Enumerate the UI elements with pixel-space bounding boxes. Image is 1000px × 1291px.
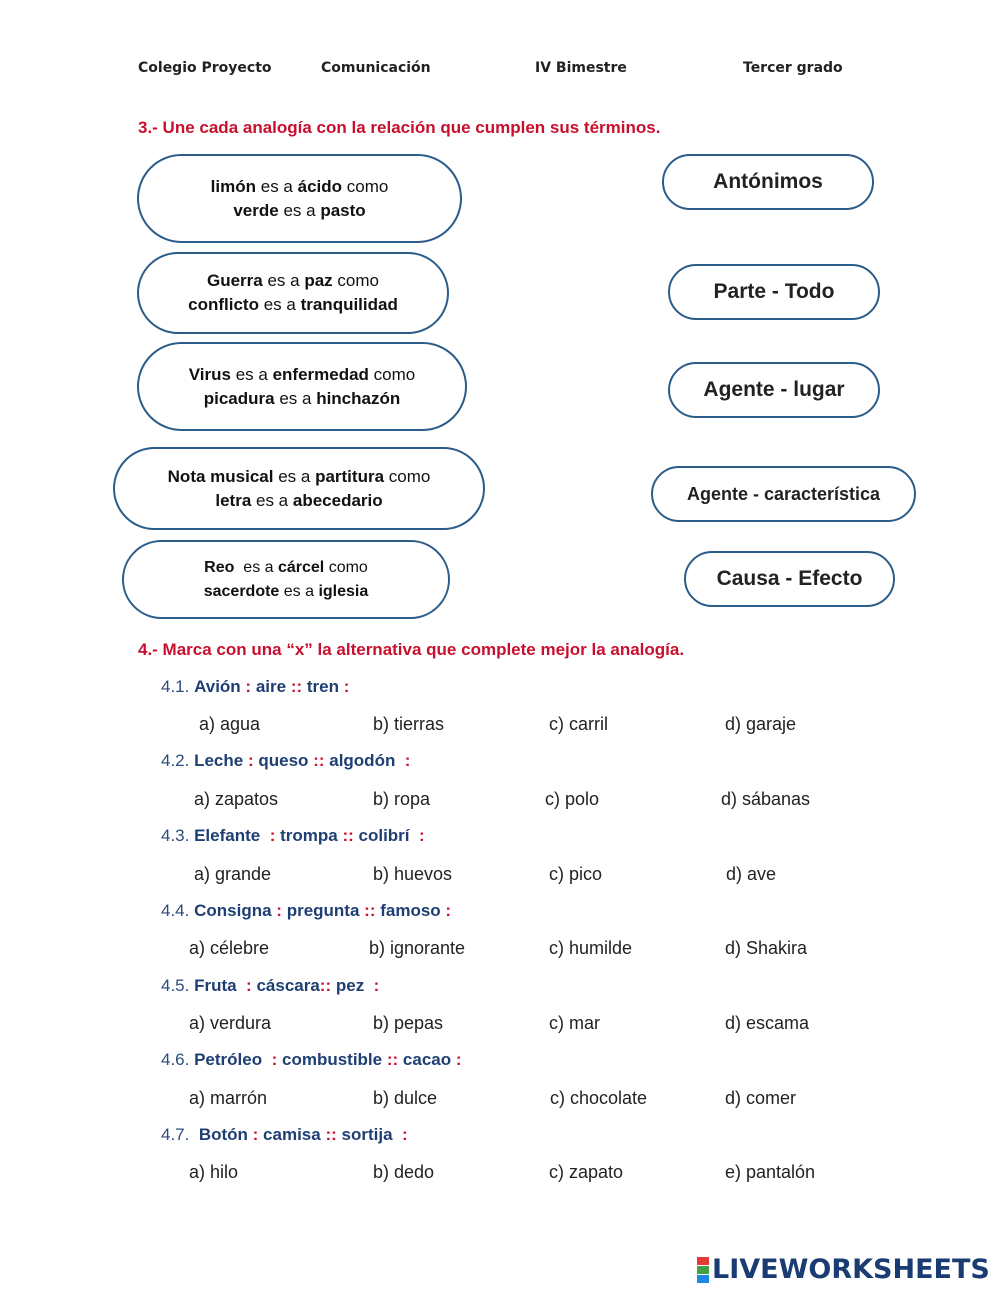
question-4-7: 4.7. Botón : camisa :: sortija : xyxy=(161,1125,408,1144)
option-4-7-b[interactable]: b) dedo xyxy=(373,1162,435,1182)
grade-label: Tercer grado xyxy=(743,60,843,76)
option-4-6-b[interactable]: b) dulce xyxy=(373,1088,438,1108)
option-4-5-c[interactable]: c) mar xyxy=(549,1013,600,1033)
analogy-line-1: limón es a ácido como xyxy=(210,176,389,196)
relation-parte-todo[interactable]: Parte - Todo xyxy=(668,264,880,320)
analogy-line-2: verde es a pasto xyxy=(233,200,366,220)
analogy-line-1: Guerra es a paz como xyxy=(207,271,379,290)
option-4-3-a[interactable]: a) grande xyxy=(194,864,272,884)
question-4-4: 4.4. Consigna : pregunta :: famoso : xyxy=(161,901,452,920)
section4-title: 4.- Marca con una “x” la alternativa que complete mejor la analogía. xyxy=(138,640,685,659)
option-4-1-d[interactable]: d) garaje xyxy=(725,714,797,734)
option-4-4-a[interactable]: a) célebre xyxy=(189,938,270,958)
analogy-line-2: picadura es a hinchazón xyxy=(203,388,401,408)
relation-agente-caracteristica[interactable]: Agente - característica xyxy=(651,466,916,522)
option-4-3-b[interactable]: b) huevos xyxy=(373,864,453,884)
analogy-line-1: Virus es a enfermedad como xyxy=(188,364,416,384)
option-4-2-d[interactable]: d) sábanas xyxy=(721,789,811,809)
analogy-oval-3[interactable] xyxy=(137,342,467,431)
relation-causa-efecto[interactable]: Causa - Efecto xyxy=(684,551,895,607)
option-4-2-a[interactable]: a) zapatos xyxy=(194,789,279,809)
option-4-1-b[interactable]: b) tierras xyxy=(373,714,445,734)
option-4-4-c[interactable]: c) humilde xyxy=(549,938,633,958)
option-4-7-c[interactable]: c) zapato xyxy=(549,1162,624,1182)
option-4-6-c[interactable]: c) chocolate xyxy=(550,1088,648,1108)
school-name: Colegio Proyecto xyxy=(138,60,272,76)
option-4-5-d[interactable]: d) escama xyxy=(725,1013,810,1033)
option-4-3-d[interactable]: d) ave xyxy=(726,864,777,884)
analogy-oval-4[interactable] xyxy=(113,447,485,530)
analogy-oval-1[interactable] xyxy=(137,154,462,243)
question-4-5: 4.5. Fruta : cáscara:: pez : xyxy=(161,976,380,995)
option-4-6-a[interactable]: a) marrón xyxy=(189,1088,268,1108)
question-4-1: 4.1. Avión : aire :: tren : xyxy=(161,677,350,696)
option-4-5-a[interactable]: a) verdura xyxy=(189,1013,272,1033)
option-4-2-c[interactable]: c) polo xyxy=(545,789,600,809)
question-4-2: 4.2. Leche : queso :: algodón : xyxy=(161,751,411,770)
option-4-7-e[interactable]: e) pantalón xyxy=(725,1162,816,1182)
option-4-4-b[interactable]: b) ignorante xyxy=(369,938,466,958)
analogy-line-1: Reo es a cárcel como xyxy=(204,558,368,576)
question-4-3: 4.3. Elefante : trompa :: colibrí : xyxy=(161,826,425,845)
option-4-4-d[interactable]: d) Shakira xyxy=(725,938,808,958)
analogy-line-2: sacerdote es a iglesia xyxy=(203,582,369,600)
section3-title: 3.- Une cada analogía con la relación que cumplen sus términos. xyxy=(138,118,661,137)
analogy-oval-2[interactable] xyxy=(137,252,449,334)
analogy-oval-5[interactable] xyxy=(122,540,450,619)
option-4-3-c[interactable]: c) pico xyxy=(549,864,603,884)
analogy-line-1: Nota musical es a partitura como xyxy=(167,466,431,486)
logo-mark-icon xyxy=(697,1257,709,1283)
analogy-line-2: conflicto es a tranquilidad xyxy=(188,295,398,314)
option-4-1-c[interactable]: c) carril xyxy=(549,714,608,734)
option-4-1-a[interactable]: a) agua xyxy=(199,714,261,734)
relation-agente-lugar[interactable]: Agente - lugar xyxy=(668,362,880,418)
logo-text: LIVEWORKSHEETS xyxy=(712,1254,990,1285)
analogy-line-2: letra es a abecedario xyxy=(215,490,383,510)
option-4-7-a[interactable]: a) hilo xyxy=(189,1162,239,1182)
option-4-5-b[interactable]: b) pepas xyxy=(373,1013,444,1033)
question-4-6: 4.6. Petróleo : combustible :: cacao : xyxy=(161,1050,462,1069)
liveworksheets-logo xyxy=(697,1254,990,1285)
subject-name: Comunicación xyxy=(321,60,431,76)
period-label: IV Bimestre xyxy=(535,60,627,76)
relation-antonimos[interactable]: Antónimos xyxy=(662,154,874,210)
option-4-6-d[interactable]: d) comer xyxy=(725,1088,797,1108)
option-4-2-b[interactable]: b) ropa xyxy=(373,789,431,809)
